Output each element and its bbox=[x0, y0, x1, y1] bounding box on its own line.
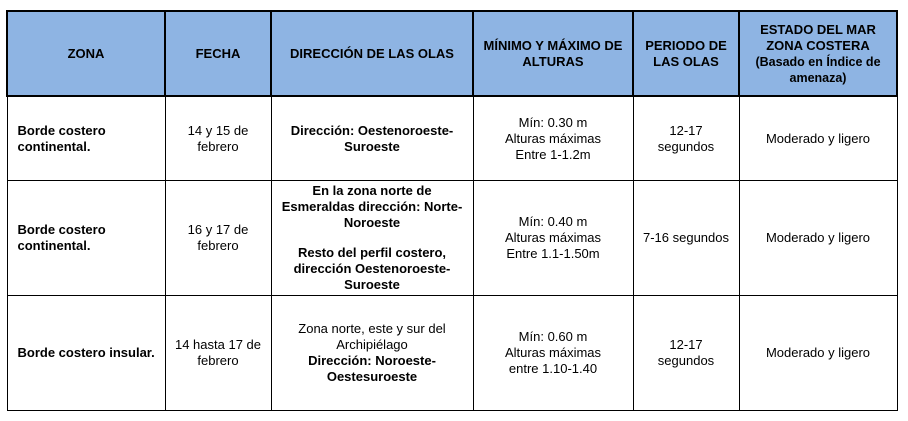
direccion-text: Dirección: Noroeste-Oestesuroeste bbox=[308, 353, 436, 384]
cell-alturas bbox=[473, 181, 633, 296]
altura-label: Alturas máximas bbox=[504, 345, 602, 360]
direccion-text: Dirección: Oestenoroeste-Suroeste bbox=[290, 122, 454, 154]
header-estado-title: ESTADO DEL MAR ZONA COSTERA bbox=[760, 21, 876, 53]
table-row bbox=[7, 96, 897, 181]
header-alturas: MÍNIMO Y MÁXIMO DE ALTURAS bbox=[473, 11, 633, 96]
cell-periodo: 12-17 segundos bbox=[633, 96, 739, 181]
wave-forecast-table bbox=[6, 10, 898, 411]
altura-max: entre 1.10-1.40 bbox=[508, 361, 598, 376]
cell-direccion bbox=[271, 296, 473, 411]
cell-alturas bbox=[473, 96, 633, 181]
direccion-zona-text: Zona norte, este y sur del Archipiélago bbox=[298, 321, 446, 352]
cell-estado: Moderado y ligero bbox=[739, 296, 897, 411]
cell-alturas bbox=[473, 296, 633, 411]
header-direccion: DIRECCIÓN DE LAS OLAS bbox=[271, 11, 473, 96]
cell-fecha: 14 hasta 17 de febrero bbox=[165, 296, 271, 411]
header-estado-subtitle: (Basado en Índice de amenaza) bbox=[755, 54, 881, 85]
cell-periodo: 7-16 segundos bbox=[633, 181, 739, 296]
cell-estado: Moderado y ligero bbox=[739, 181, 897, 296]
table-row bbox=[7, 181, 897, 296]
cell-zona: Borde costero continental. bbox=[7, 181, 165, 296]
table-row bbox=[7, 296, 897, 411]
altura-label: Alturas máximas bbox=[504, 130, 602, 146]
header-row bbox=[7, 11, 897, 96]
altura-min: Mín: 0.40 m bbox=[518, 214, 588, 229]
direccion-text-resto: Resto del perfil costero, dirección Oestenoroeste-Suroeste bbox=[293, 245, 451, 292]
altura-max: Entre 1-1.2m bbox=[515, 146, 591, 162]
cell-zona: Borde costero continental. bbox=[7, 96, 165, 181]
altura-max: Entre 1.1-1.50m bbox=[506, 246, 600, 261]
header-zona: ZONA bbox=[7, 11, 165, 96]
altura-min: Mín: 0.60 m bbox=[518, 329, 588, 344]
altura-label: Alturas máximas bbox=[504, 230, 602, 245]
header-periodo: PERIODO DE LAS OLAS bbox=[633, 11, 739, 96]
header-estado bbox=[739, 11, 897, 96]
altura-min: Mín: 0.30 m bbox=[518, 114, 588, 130]
cell-zona: Borde costero insular. bbox=[7, 296, 165, 411]
cell-estado: Moderado y ligero bbox=[739, 96, 897, 181]
cell-fecha: 14 y 15 de febrero bbox=[165, 96, 271, 181]
cell-direccion bbox=[271, 181, 473, 296]
cell-direccion bbox=[271, 96, 473, 181]
cell-periodo: 12-17 segundos bbox=[633, 296, 739, 411]
direccion-text-norte: En la zona norte de Esmeraldas dirección: Norte-Noroeste bbox=[281, 183, 463, 230]
cell-fecha: 16 y 17 de febrero bbox=[165, 181, 271, 296]
header-fecha: FECHA bbox=[165, 11, 271, 96]
